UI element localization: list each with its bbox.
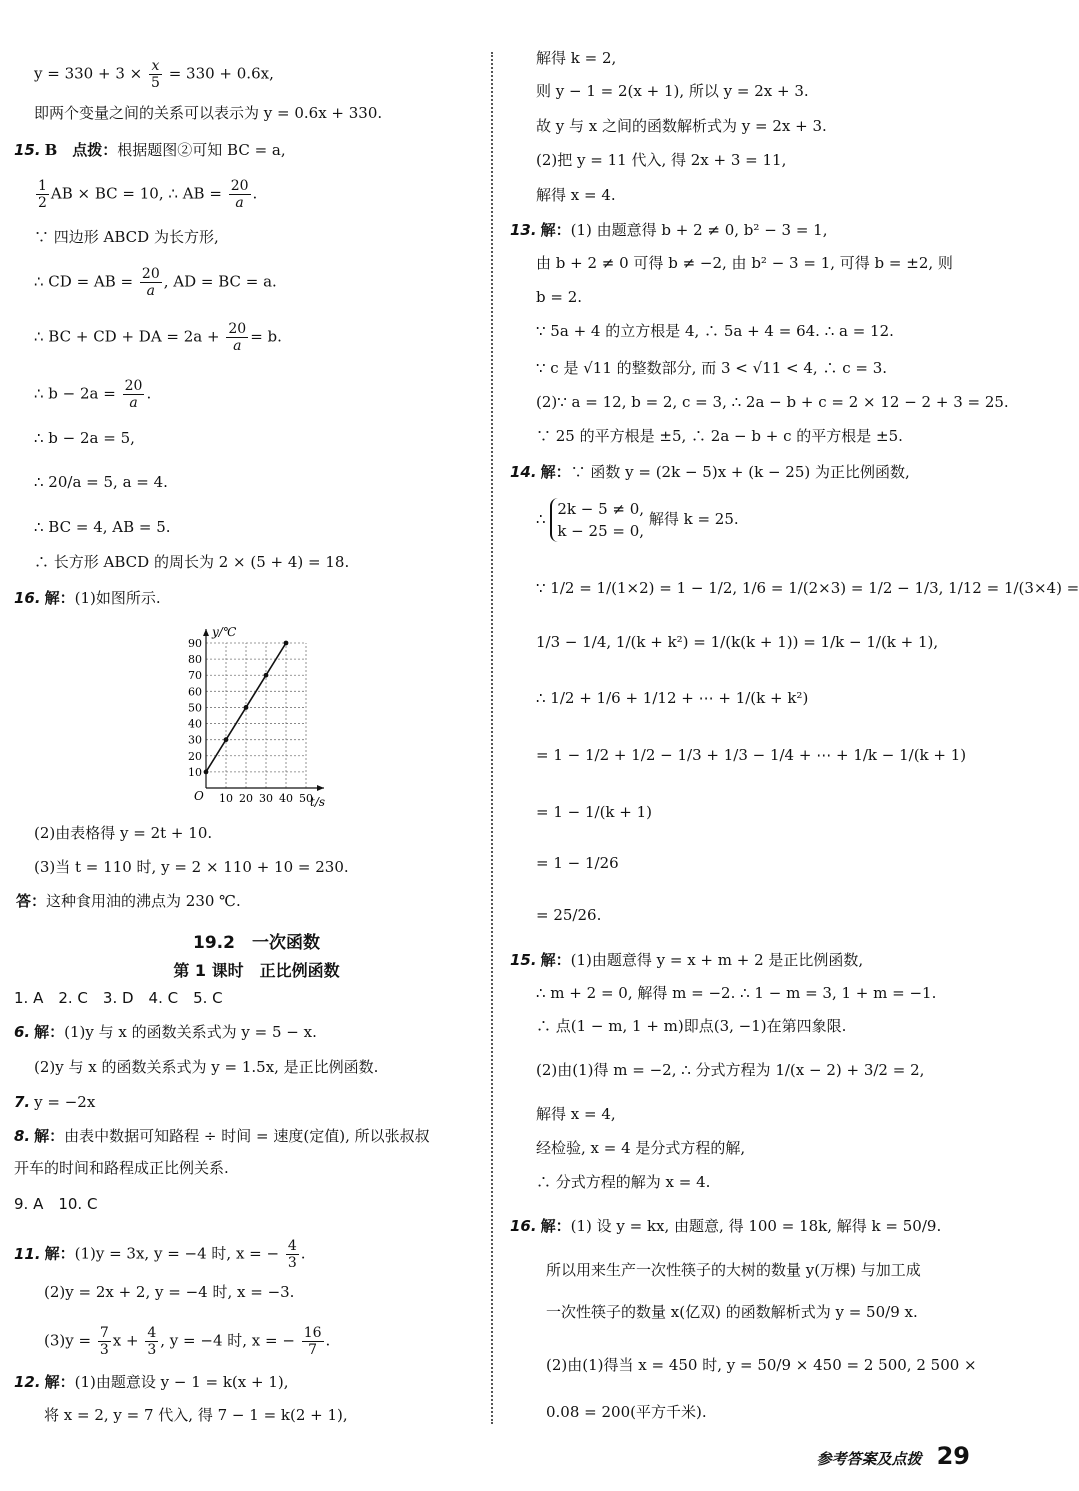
data-point bbox=[224, 737, 229, 742]
y-axis-arrow bbox=[203, 629, 209, 636]
line: ∴ 分式方程的解为 x = 4. bbox=[536, 1173, 711, 1191]
y-axis-label: y/℃ bbox=[212, 625, 237, 639]
tick-labels bbox=[188, 637, 313, 805]
line: (2)由(1)得当 x = 450 时, y = 50/9 × 450 = 2 500, 2 500 × bbox=[546, 1356, 977, 1374]
y-tick-label: 30 bbox=[188, 733, 202, 747]
line: 1/3 − 1/4, 1/(k + k²) = 1/(k(k + 1)) = 1/k − 1/(k + 1), bbox=[536, 633, 939, 651]
line: (3)当 t = 110 时, y = 2 × 110 + 10 = 230. bbox=[34, 858, 349, 876]
line: ∴ 点(1 − m, 1 + m)即点(3, −1)在第四象限. bbox=[536, 1017, 847, 1035]
line: ∴ 长方形 ABCD 的周长为 2 × (5 + 4) = 18. bbox=[34, 553, 350, 571]
line: ∵ 5a + 4 的立方根是 4, ∴ 5a + 4 = 64. ∴ a = 12. bbox=[536, 322, 894, 340]
line: 由 b + 2 ≠ 0 可得 b ≠ −2, 由 b² − 3 = 1, 可得 b = ±2, 则 bbox=[536, 254, 953, 272]
line: 故 y 与 x 之间的函数解析式为 y = 2x + 3. bbox=[536, 117, 827, 135]
x-tick-label: 30 bbox=[259, 792, 273, 805]
line: 即两个变量之间的关系可以表示为 y = 0.6x + 330. bbox=[34, 104, 383, 122]
line: 经检验, x = 4 是分式方程的解, bbox=[536, 1139, 746, 1157]
question-12: 12. 解：(1)由题意设 y − 1 = k(x + 1), bbox=[14, 1373, 289, 1391]
footer-label: 参考答案及点拨 bbox=[816, 1450, 922, 1468]
question-15: 15. B 点拨：根据题图②可知 BC = a, bbox=[14, 141, 286, 159]
question-13: 13. 解：(1) 由题意得 b + 2 ≠ 0, b² − 3 = 1, bbox=[510, 221, 828, 239]
question-6: 6. 解：(1)y 与 x 的函数关系式为 y = 5 − x. bbox=[14, 1023, 317, 1041]
data-point bbox=[284, 641, 289, 646]
data-point bbox=[204, 769, 209, 774]
answers-1-5: 1. A 2. C 3. D 4. C 5. C bbox=[14, 989, 223, 1007]
line: (2)y = 2x + 2, y = −4 时, x = −3. bbox=[44, 1283, 295, 1301]
line: 0.08 = 200(平方千米). bbox=[546, 1403, 707, 1421]
x-tick-label: 50 bbox=[299, 792, 313, 805]
line: ∴ CD = AB = $\frac{20}{a}$ , AD = BC = a. bbox=[34, 266, 277, 299]
line: (2)∵ a = 12, b = 2, c = 3, ∴ 2a − b + c = 2 × 12 − 2 + 3 = 25. bbox=[536, 393, 1009, 411]
question-15: 15. 解：(1)由题意得 y = x + m + 2 是正比例函数, bbox=[510, 951, 864, 969]
y-tick-label: 20 bbox=[188, 749, 202, 763]
x-tick-label: 40 bbox=[279, 792, 293, 805]
y-tick-label: 60 bbox=[188, 685, 202, 699]
question-16: 16. 解：(1) 设 y = kx, 由题意, 得 100 = 18k, 解得 k = 50/9. bbox=[510, 1217, 942, 1235]
grid bbox=[206, 643, 306, 788]
question-14: 14. 解：∵ 函数 y = (2k − 5)x + (k − 25) 为正比例函数, bbox=[510, 463, 910, 481]
line: = 25/26. bbox=[536, 906, 602, 924]
x-axis-label: t/s bbox=[310, 795, 326, 809]
line: ∴ 20/a = 5, a = 4. bbox=[34, 473, 168, 491]
x-tick-label: 10 bbox=[219, 792, 233, 805]
section-title: 19.2 一次函数 bbox=[193, 933, 320, 953]
x-axis-arrow bbox=[317, 785, 324, 791]
line: (2)y 与 x 的函数关系式为 y = 1.5x, 是正比例函数. bbox=[34, 1058, 379, 1076]
question-8: 8. 解：由表中数据可知路程 ÷ 时间 = 速度(定值), 所以张叔叔 bbox=[14, 1127, 430, 1145]
fraction: $\frac{x}{5}$ bbox=[150, 58, 160, 91]
page-footer bbox=[816, 1442, 970, 1470]
line: 将 x = 2, y = 7 代入, 得 7 − 1 = k(2 + 1), bbox=[44, 1406, 348, 1424]
line: ∵ 1/2 = 1/(1×2) = 1 − 1/2, 1/6 = 1/(2×3) = 1/2 − 1/3, 1/12 = 1/(3×4) = bbox=[536, 579, 1079, 597]
line: ∴ BC + CD + DA = 2a + $\frac{20}{a}$ = b. bbox=[34, 321, 282, 354]
line: 一次性筷子的数量 x(亿双) 的函数解析式为 y = 50/9 x. bbox=[546, 1303, 918, 1321]
line: ∵ c 是 √11 的整数部分, 而 3 < √11 < 4, ∴ c = 3. bbox=[536, 359, 888, 377]
y-tick-label: 90 bbox=[188, 637, 202, 650]
data-point bbox=[264, 673, 269, 678]
line: 则 y − 1 = 2(x + 1), 所以 y = 2x + 3. bbox=[536, 82, 809, 100]
question-7: 7. y = −2x bbox=[14, 1093, 96, 1111]
question-11: 11. 解：(1)y = 3x, y = −4 时, x = − $\frac{4}{3}$ . bbox=[14, 1238, 306, 1271]
line: ∴ m + 2 = 0, 解得 m = −2. ∴ 1 − m = 3, 1 + m = −1. bbox=[536, 984, 937, 1002]
line: (2)由(1)得 m = −2, ∴ 分式方程为 1/(x − 2) + 3/2 = 2, bbox=[536, 1061, 925, 1079]
line: = 1 − 1/(k + 1) bbox=[536, 803, 653, 821]
line: = 1 − 1/26 bbox=[536, 854, 619, 872]
line: ∵ 四边形 ABCD 为长方形, bbox=[34, 228, 219, 246]
line: 答：这种食用油的沸点为 230 ℃. bbox=[16, 892, 241, 910]
line: 解得 x = 4. bbox=[536, 186, 616, 204]
page-number: 29 bbox=[936, 1442, 970, 1470]
line: = 1 − 1/2 + 1/2 − 1/3 + 1/3 − 1/4 + ⋯ + 1/k − 1/(k + 1) bbox=[536, 746, 967, 764]
origin-label: O bbox=[194, 789, 204, 803]
line: ∴ 1/2 + 1/6 + 1/12 + ⋯ + 1/(k + k²) bbox=[536, 689, 809, 707]
line: (3)y = $\frac{7}{3}$ x + $\frac{4}{3}$ , y = −4 时, x = − $\frac{16}{7}$ . bbox=[44, 1325, 331, 1358]
line: ∴ b − 2a = $\frac{20}{a}$ . bbox=[34, 378, 152, 411]
y-tick-label: 80 bbox=[188, 653, 202, 667]
line: y = 330 + 3 × $\frac{x}{5}$ = 330 + 0.6x, bbox=[34, 58, 274, 91]
line: (2)由表格得 y = 2t + 10. bbox=[34, 824, 213, 842]
line: 所以用来生产一次性筷子的大树的数量 y(万棵) 与加工成 bbox=[546, 1261, 921, 1279]
equation-system: ∴ 2k − 5 ≠ 0, k − 25 = 0, 解得 k = 25. bbox=[536, 500, 739, 540]
question-16: 16. 解：(1)如图所示. bbox=[14, 589, 161, 607]
y-tick-label: 10 bbox=[188, 765, 202, 779]
subsection-title: 第 1 课时 正比例函数 bbox=[173, 961, 340, 980]
line: ∵ 25 的平方根是 ±5, ∴ 2a − b + c 的平方根是 ±5. bbox=[536, 427, 903, 445]
y-tick-label: 40 bbox=[188, 717, 202, 731]
line: ∴ b − 2a = 5, bbox=[34, 429, 135, 447]
line: 开车的时间和路程成正比例关系. bbox=[14, 1159, 229, 1177]
line: (2)把 y = 11 代入, 得 2x + 3 = 11, bbox=[536, 151, 787, 169]
temperature-time-graph bbox=[150, 620, 350, 810]
line: 解得 x = 4, bbox=[536, 1105, 616, 1123]
y-tick-label: 70 bbox=[188, 669, 202, 683]
column-divider bbox=[491, 52, 493, 1424]
line: 解得 k = 2, bbox=[536, 49, 617, 67]
x-tick-label: 20 bbox=[239, 792, 253, 805]
line: $\frac{1}{2}$ AB × BC = 10, ∴ AB = $\frac{20}{a}$ . bbox=[38, 178, 258, 211]
y-tick-label: 50 bbox=[188, 701, 202, 715]
answers-9-10: 9. A 10. C bbox=[14, 1195, 98, 1213]
line: b = 2. bbox=[536, 288, 583, 306]
data-point bbox=[244, 705, 249, 710]
line: ∴ BC = 4, AB = 5. bbox=[34, 518, 171, 536]
